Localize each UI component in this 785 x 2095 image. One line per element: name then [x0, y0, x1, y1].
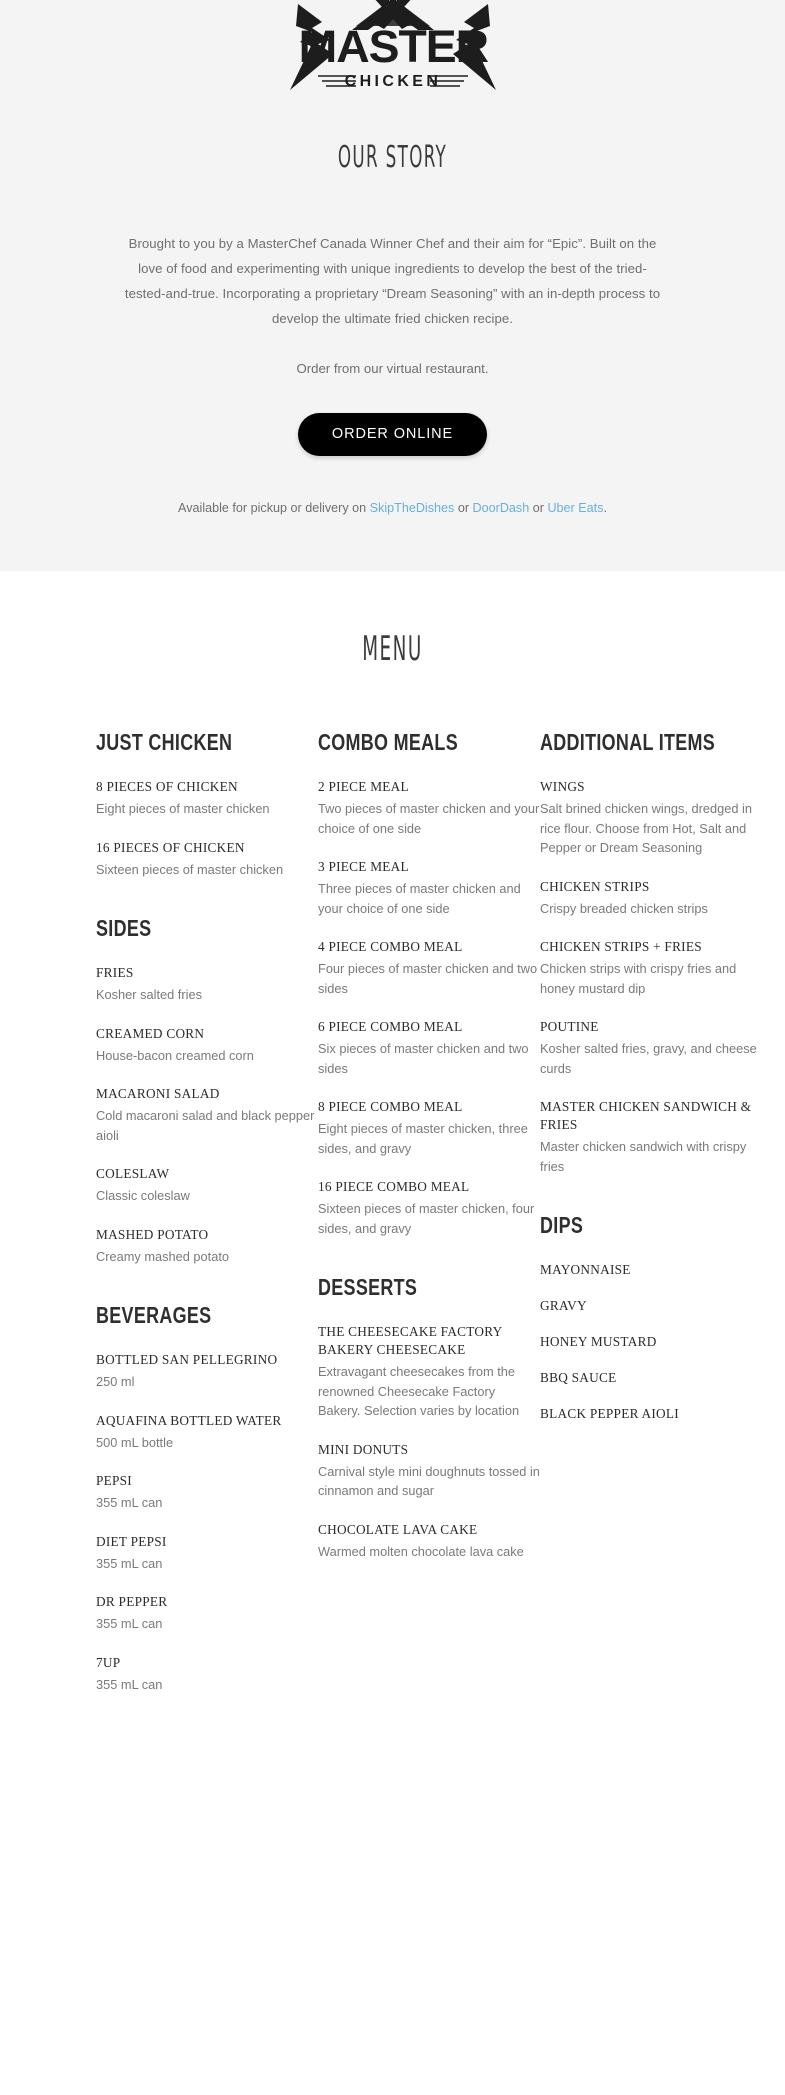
svg-text:MASTER: MASTER	[298, 21, 488, 72]
menu-item	[318, 778, 540, 838]
menu-item-name: DR PEPPER	[96, 1594, 168, 1609]
menu-item	[540, 1018, 762, 1078]
menu-item-name: 16 PIECE COMBO MEAL	[318, 1179, 470, 1194]
menu-item-name: GRAVY	[540, 1298, 587, 1313]
menu-item	[540, 1098, 762, 1176]
menu-item-name: MASHED POTATO	[96, 1226, 209, 1242]
menu-item-description: 500 mL bottle	[96, 1434, 174, 1450]
menu-item-name: CHICKEN STRIPS	[540, 878, 650, 894]
menu-category	[540, 1212, 762, 1423]
menu-item-description: Six pieces of master chicken and two sides	[318, 1041, 529, 1076]
menu-item-description: Kosher salted fries	[96, 987, 202, 1002]
menu-item-name: POUTINE	[540, 1019, 599, 1034]
menu-item-description: Crispy breaded chicken strips	[540, 900, 708, 916]
menu-item-description: Two pieces of master chicken and your choice of one side	[318, 801, 540, 836]
menu-item-name: COLESLAW	[96, 1166, 170, 1181]
menu-item	[540, 938, 762, 998]
menu-item-name: BLACK PEPPER AIOLI	[540, 1406, 679, 1421]
menu-item	[540, 1369, 762, 1387]
menu-item	[540, 1405, 762, 1423]
menu-item	[96, 778, 318, 819]
menu-item-description: 355 mL can	[96, 1555, 163, 1571]
our-story-heading: OUR STORY	[337, 140, 448, 175]
our-story-paragraph: Brought to you by a MasterChef Canada Winner Chef and their aim for “Epic”. Built on the love of food and experimenting with unique ingredients to develop the best of the tried-tested-and-true. Incorporating a proprietary “Dream Seasoning” with an in-depth process to develop the ultimate fried chicken recipe.	[124, 236, 661, 326]
availability-separator-2: or	[529, 501, 548, 515]
menu-category-heading: DIPS	[540, 1212, 584, 1238]
order-button-row	[0, 413, 785, 456]
menu-item-description: 355 mL can	[96, 1616, 163, 1631]
menu-item	[96, 1025, 318, 1066]
menu-item	[96, 1351, 318, 1392]
menu-category	[318, 729, 540, 1238]
menu-item-description: Cold macaroni salad and black pepper aioli	[96, 1108, 315, 1143]
menu-item-name: CREAMED CORN	[96, 1025, 205, 1041]
menu-item-description: Classic coleslaw	[96, 1188, 190, 1203]
menu-item-description: Master chicken sandwich with crispy fries	[540, 1139, 747, 1174]
menu-category	[96, 1302, 318, 1694]
menu-item	[96, 1472, 318, 1513]
menu-item-name: 2 PIECE MEAL	[318, 779, 409, 794]
menu-item-name: PEPSI	[96, 1473, 132, 1488]
menu-item-name: DIET PEPSI	[96, 1533, 167, 1549]
menu-heading: MENU	[362, 629, 423, 669]
menu-item	[96, 839, 318, 880]
menu-item-description: Eight pieces of master chicken, three sides, and gravy	[318, 1121, 528, 1156]
menu-item	[96, 1085, 318, 1145]
menu-item-name: THE CHEESECAKE FACTORY BAKERY CHEESECAKE	[318, 1324, 503, 1357]
menu-category-heading: ADDITIONAL ITEMS	[540, 729, 716, 755]
menu-item	[318, 1178, 540, 1238]
menu-item-description: Kosher salted fries, gravy, and cheese curds	[540, 1041, 757, 1076]
menu-category	[96, 729, 318, 879]
menu-item	[318, 1323, 540, 1421]
link-doordash[interactable]: DoorDash	[472, 501, 530, 515]
order-virtual-restaurant-text: Order from our virtual restaurant.	[296, 361, 489, 376]
menu-item-description: Carnival style mini doughnuts tossed in cinnamon and sugar	[318, 1463, 540, 1498]
menu-item	[96, 1165, 318, 1206]
menu-item-name: 16 PIECES OF CHICKEN	[96, 839, 245, 855]
menu-item	[318, 1018, 540, 1078]
menu-item-description: 250 ml	[96, 1374, 135, 1389]
menu-item	[318, 1098, 540, 1158]
menu-item-description: Eight pieces of master chicken	[96, 801, 270, 816]
menu-item-description: Warmed molten chocolate lava cake	[318, 1543, 524, 1559]
menu-item-name: FRIES	[96, 965, 134, 980]
menu-item	[96, 964, 318, 1005]
menu-item	[540, 1261, 762, 1279]
menu-item-description: Sixteen pieces of master chicken	[96, 861, 284, 877]
menu-item-name: CHICKEN STRIPS + FRIES	[540, 939, 702, 954]
menu-item-name: 4 PIECE COMBO MEAL	[318, 939, 463, 954]
menu-item-name: 8 PIECES OF CHICKEN	[96, 779, 238, 794]
menu-category-heading: DESSERTS	[318, 1274, 418, 1300]
order-online-button[interactable]: ORDER ONLINE	[298, 413, 487, 456]
menu-category	[318, 1274, 540, 1561]
menu-item-name: BBQ SAUCE	[540, 1370, 617, 1385]
menu-item-name: WINGS	[540, 779, 585, 794]
menu-item-description: Three pieces of master chicken and your choice of one side	[318, 881, 521, 916]
menu-column	[540, 729, 762, 1423]
menu-category	[96, 915, 318, 1266]
menu-item	[318, 1521, 540, 1562]
menu-item-name: BOTTLED SAN PELLEGRINO	[96, 1352, 278, 1367]
menu-item	[96, 1533, 318, 1574]
menu-item	[540, 1297, 762, 1315]
menu-item	[96, 1226, 318, 1267]
menu-item-name: MACARONI SALAD	[96, 1086, 220, 1101]
menu-item-name: MASTER CHICKEN SANDWICH & FRIES	[540, 1099, 752, 1132]
menu-column	[318, 729, 540, 1561]
menu-item	[318, 938, 540, 998]
menu-item	[96, 1412, 318, 1453]
crossed-knives-lightning-logo-icon	[278, 0, 508, 114]
menu-column	[96, 729, 318, 1694]
menu-item-description: Extravagant cheesecakes from the renowned Cheesecake Factory Bakery. Selection varies by location	[318, 1364, 520, 1418]
menu-item-name: 8 PIECE COMBO MEAL	[318, 1099, 463, 1114]
menu-item-description: 355 mL can	[96, 1495, 163, 1510]
availability-line	[0, 501, 785, 515]
menu-item-description: House-bacon creamed corn	[96, 1047, 254, 1063]
menu-item-name: 6 PIECE COMBO MEAL	[318, 1019, 463, 1034]
menu-item	[540, 1333, 762, 1351]
menu-item-description: Four pieces of master chicken and two sides	[318, 961, 538, 996]
menu-section	[0, 571, 785, 1734]
availability-separator-1: or	[454, 501, 473, 515]
menu-item-description: 355 mL can	[96, 1676, 163, 1692]
our-story-section	[0, 0, 785, 571]
svg-text:CHICKEN: CHICKEN	[344, 73, 441, 90]
menu-item	[318, 858, 540, 918]
menu-item-name: HONEY MUSTARD	[540, 1334, 657, 1349]
menu-category-heading: SIDES	[96, 915, 152, 941]
brand-logo	[0, 0, 785, 118]
link-skipthedishes[interactable]: SkipTheDishes	[369, 501, 455, 515]
menu-category-heading: COMBO MEALS	[318, 729, 458, 755]
menu-item-name: CHOCOLATE LAVA CAKE	[318, 1521, 478, 1537]
menu-item	[318, 1441, 540, 1501]
menu-item-description: Chicken strips with crispy fries and honey mustard dip	[540, 961, 737, 996]
menu-category-heading: BEVERAGES	[96, 1302, 212, 1328]
link-ubereats[interactable]: Uber Eats	[547, 501, 604, 515]
menu-item-description: Creamy mashed potato	[96, 1248, 230, 1264]
menu-item	[540, 778, 762, 858]
menu-item	[96, 1593, 318, 1634]
menu-item-name: MINI DONUTS	[318, 1441, 409, 1457]
menu-category-heading: JUST CHICKEN	[96, 729, 233, 755]
menu-category	[540, 729, 762, 1176]
menu-item-description: Salt brined chicken wings, dredged in rice flour. Choose from Hot, Salt and Pepper or Dream Seasoning	[540, 801, 752, 855]
menu-item-name: MAYONNAISE	[540, 1262, 631, 1277]
menu-item-name: 3 PIECE MEAL	[318, 859, 409, 874]
menu-item-name: AQUAFINA BOTTLED WATER	[96, 1412, 282, 1428]
menu-item-description: Sixteen pieces of master chicken, four sides, and gravy	[318, 1201, 535, 1236]
menu-columns	[40, 729, 757, 1694]
availability-suffix-text: .	[603, 501, 607, 515]
availability-prefix-text: Available for pickup or delivery on	[178, 501, 370, 515]
menu-item-name: 7UP	[96, 1654, 121, 1670]
menu-item	[540, 878, 762, 919]
menu-item	[96, 1654, 318, 1695]
